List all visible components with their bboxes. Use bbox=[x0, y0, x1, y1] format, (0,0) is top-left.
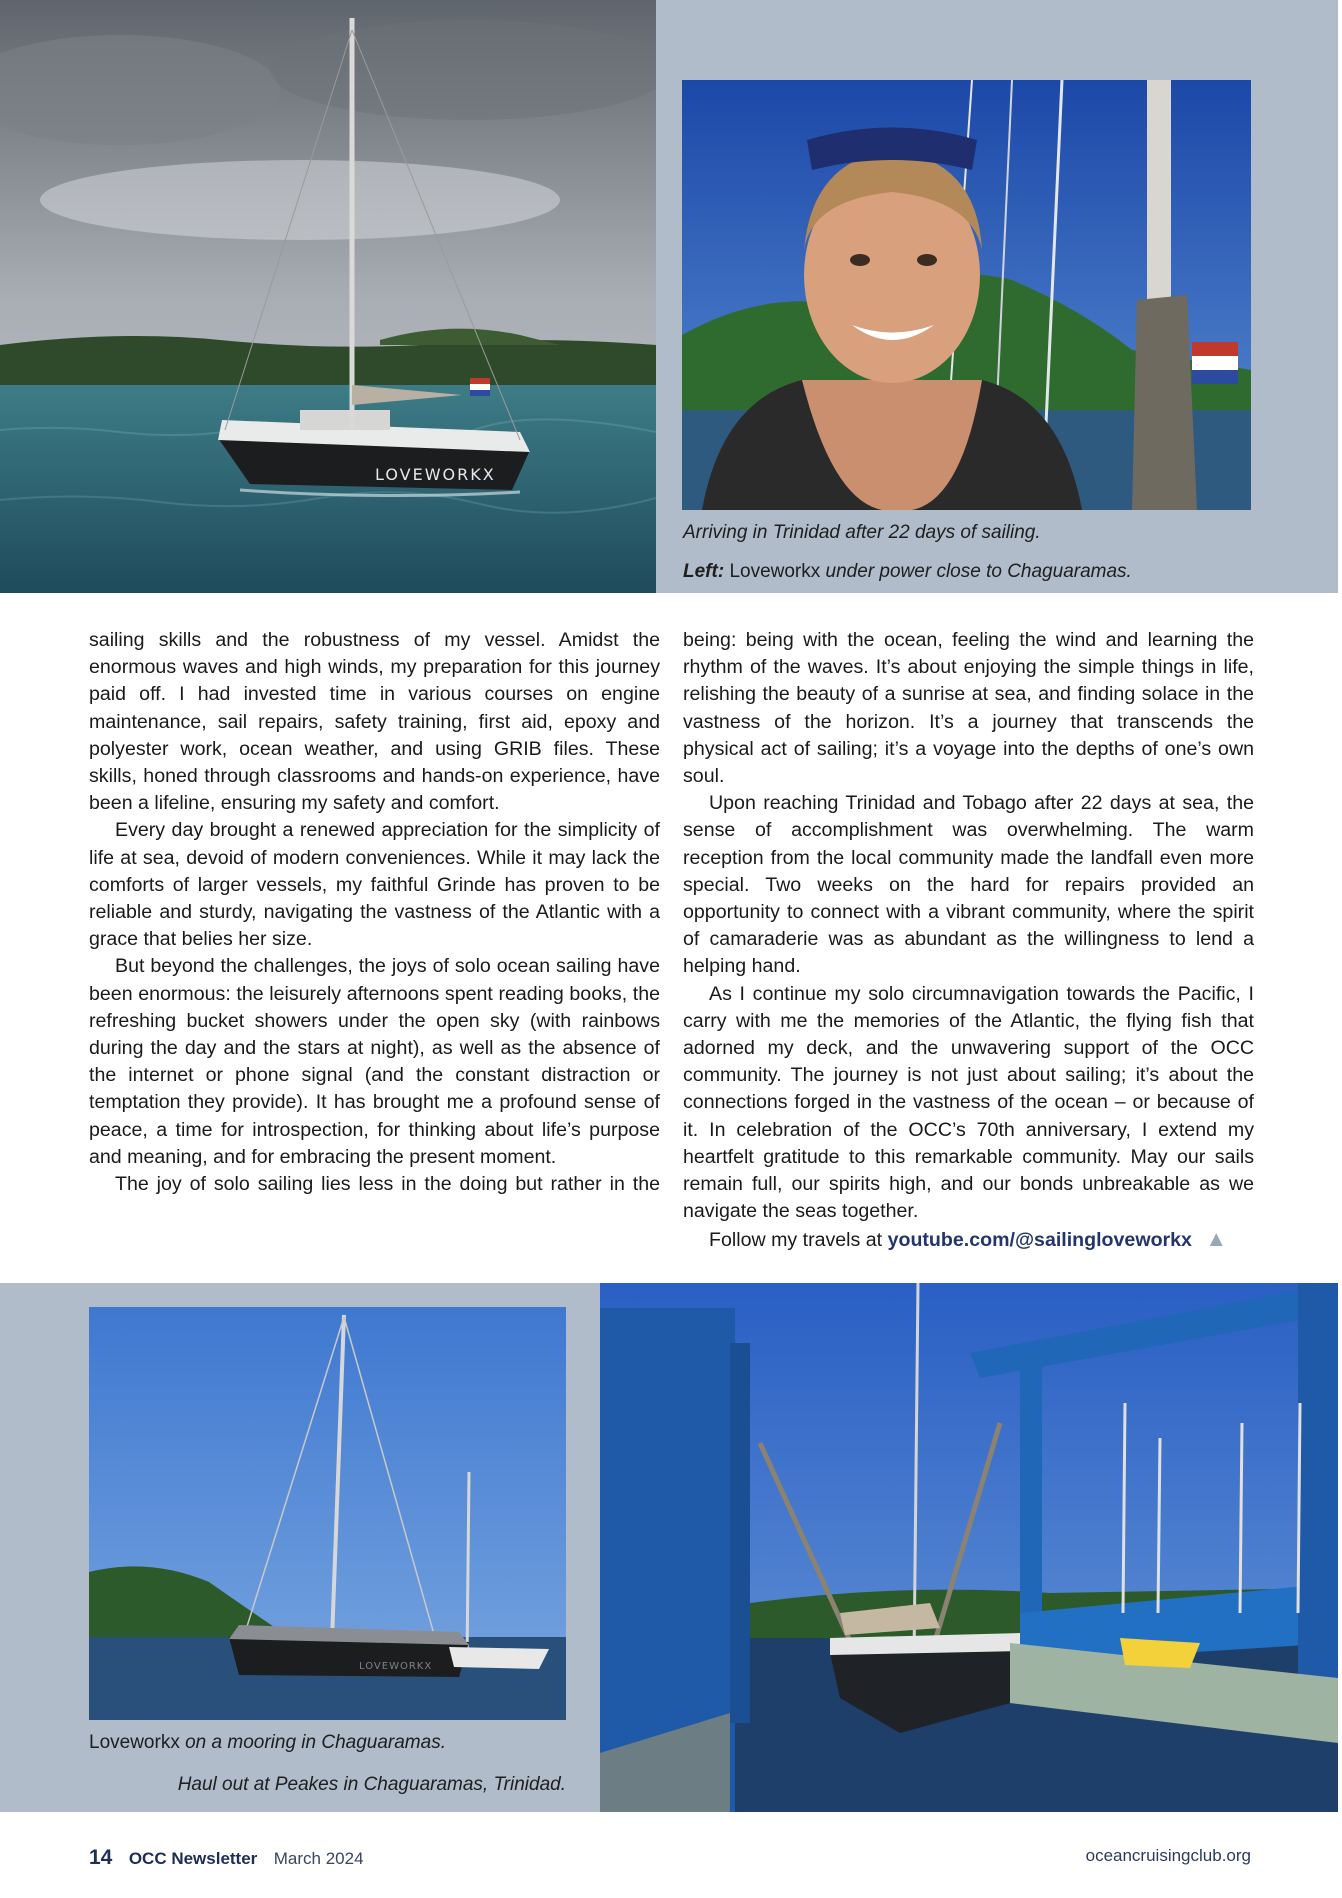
footer-left bbox=[89, 1846, 364, 1870]
paragraph: being: being with the ocean, feeling the wind and learning the rhythm of the waves. It’s about enjoying the simple things in life, relishing the beauty of a sunrise at sea, and finding solace in the vastness of the horizon. It’s a journey that transcends the physical act of sailing; it’s a voyage into the depths of one’s own soul. bbox=[683, 629, 1254, 788]
caption-arriving: Arriving in Trinidad after 22 days of sailing. bbox=[683, 522, 1041, 543]
end-mark-icon: ▲ bbox=[1205, 1226, 1228, 1252]
page-number: 14 bbox=[89, 1846, 113, 1869]
hull-lettering: LOVEWORKX bbox=[359, 1661, 433, 1672]
paragraph: Every day brought a renewed appreciation for the simplicity of life at sea, devoid of modern conveniences. While it may lack the comforts of larger vessels, my faithful Grinde has proven to be reliable and sturdy, navigating the vastness of the Atlantic with a grace that belies her size. bbox=[89, 819, 660, 951]
caption-left-photo bbox=[683, 561, 1132, 583]
follow-paragraph bbox=[683, 1225, 1254, 1254]
photo-haul-out-peakes bbox=[600, 1283, 1338, 1812]
article-left-column bbox=[89, 627, 660, 1198]
paragraph: The joy of solo sailing lies less in the doing but rather in the bbox=[115, 1173, 660, 1196]
caption-boat-name: Loveworkx bbox=[729, 561, 821, 582]
publication-name: OCC Newsletter bbox=[128, 1849, 258, 1868]
website-link[interactable]: oceancruisingclub.org bbox=[1085, 1846, 1251, 1865]
youtube-link[interactable]: youtube.com/@sailingloveworkx bbox=[887, 1229, 1192, 1252]
hull-lettering: LOVEWORKX bbox=[375, 465, 496, 484]
photo-loveworkx-mooring bbox=[89, 1307, 566, 1720]
article-right-column bbox=[683, 627, 1254, 1255]
paragraph: Upon reaching Trinidad and Tobago after 22 days at sea, the sense of accomplishment was overwhelming. The warm reception from the local community made the landfall even more special. Two weeks on the hard for repairs provided an opportunity to connect with a vibrant community, where the spirit of camaraderie was as abundant as the willingness to lend a helping hand. bbox=[683, 792, 1254, 978]
issue-date: March 2024 bbox=[273, 1849, 364, 1868]
caption-left-label: Left: bbox=[683, 561, 725, 582]
follow-text: Follow my travels at bbox=[709, 1229, 883, 1252]
paragraph: As I continue my solo circumnavigation towards the Pacific, I carry with me the memories of the Atlantic, the flying fish that adorned my deck, and the unwavering support of the OCC community. The journey is not just about sailing; it’s about the connections forged in the vastness of the ocean – or because of it. In celebration of the OCC’s 70th anniversary, I extend my heartfelt gratitude to this remarkable community. May our sails remain full, our spirits high, and our bonds unbreakable as we navigate the seas together. bbox=[683, 982, 1254, 1223]
photo-arriving-trinidad bbox=[682, 80, 1251, 510]
photo-loveworkx-under-power bbox=[0, 0, 656, 593]
caption-boat-name: Loveworkx bbox=[89, 1732, 180, 1753]
caption-mooring bbox=[89, 1732, 446, 1754]
caption-haul-out: Haul out at Peakes in Chaguaramas, Trinidad. bbox=[177, 1774, 566, 1795]
caption-left-rest: under power close to Chaguaramas. bbox=[825, 561, 1132, 582]
paragraph: But beyond the challenges, the joys of solo ocean sailing have been enormous: the leisurely afternoons spent reading books, the refreshing bucket showers under the open sky (with rainbows during the day and the stars at night), as well as the absence of the internet or phone signal (and the constant distraction or temptation they provide). It has brought me a profound sense of peace, a time for introspection, for thinking about life’s purpose and meaning, and for embracing the present moment. bbox=[89, 955, 660, 1168]
paragraph: sailing skills and the robustness of my vessel. Amidst the enormous waves and high winds, my preparation for this journey paid off. I had invested time in various courses on engine maintenance, sail repairs, safety training, first aid, epoxy and polyester work, ocean weather, and using GRIB files. These skills, honed through classrooms and hands-on experience, have been a lifeline, ensuring my safety and comfort. bbox=[89, 629, 660, 815]
caption-mooring-rest: on a mooring in Chaguaramas. bbox=[185, 1732, 446, 1753]
